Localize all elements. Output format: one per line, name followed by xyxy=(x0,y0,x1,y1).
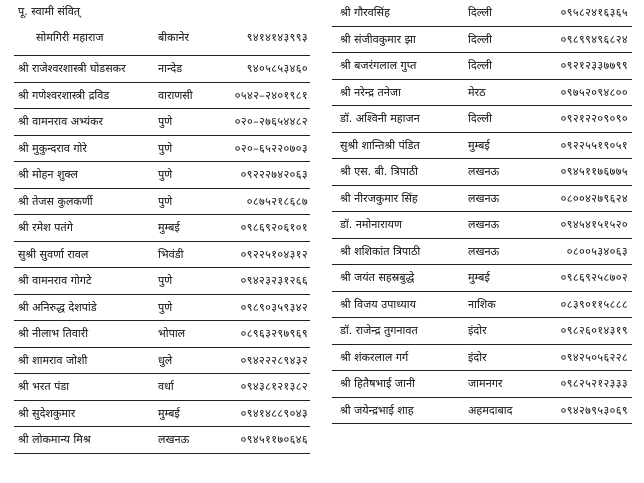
contact-phone: ०९२१२२०९०९० xyxy=(560,112,628,125)
list-item xyxy=(14,321,310,348)
contact-city: मुम्बई xyxy=(468,138,490,152)
contact-phone: ०२०–२७६५४४८२ xyxy=(234,115,308,128)
contact-name: श्री भरत पंडा xyxy=(18,380,70,393)
list-item xyxy=(332,318,632,345)
contact-phone: ०९२२२७४२०६३ xyxy=(240,168,308,181)
contact-city: लखनऊ xyxy=(468,218,500,231)
header-phone: ९४१४१४३९९३ xyxy=(246,31,308,44)
contact-city: मुम्बई xyxy=(468,271,490,284)
list-item xyxy=(14,242,310,269)
contact-name: श्री रमेश पतंगे xyxy=(18,221,73,234)
contact-name: श्री जयेन्द्रभाई शाह xyxy=(340,403,414,417)
contact-name: डॉ. अश्विनी महाजन xyxy=(340,112,420,125)
contact-city: पुणे xyxy=(158,274,173,287)
contact-city: पुणे xyxy=(158,115,173,128)
contact-phone: ०९८२६०१४३१९ xyxy=(560,324,628,337)
contact-city: नान्देड xyxy=(158,62,183,75)
contact-city: इंदोर xyxy=(468,324,487,337)
contact-phone: ०८७५२१८६८७ xyxy=(246,194,308,208)
list-item xyxy=(332,133,632,160)
contact-phone: ०९२२५५१९०५१ xyxy=(560,138,628,152)
contact-name: श्री शंकरलाल गर्ग xyxy=(340,350,409,364)
contact-phone: ०५४२–२४०१९८१ xyxy=(234,88,308,102)
list-item xyxy=(332,239,632,266)
contact-name: श्री शामराव जोशी xyxy=(18,353,88,367)
contact-name: श्री हितैषभाई जानी xyxy=(340,377,415,390)
list-item xyxy=(332,53,632,80)
contact-city: अहमदाबाद xyxy=(468,403,513,417)
list-item xyxy=(14,56,310,83)
left-column xyxy=(14,0,310,454)
contact-name: श्री लोकमान्य मिश्र xyxy=(18,433,91,446)
list-item xyxy=(14,136,310,163)
contact-city: पुणे xyxy=(158,141,173,155)
contact-city: भिवंडी xyxy=(158,247,184,261)
list-item xyxy=(14,348,310,375)
contact-phone: ०९२२५१०४३१२ xyxy=(240,247,308,261)
contact-city: भोपाल xyxy=(158,327,186,340)
contact-name: डॉ. राजेन्द्र तुगनावत xyxy=(340,324,418,337)
contact-phone: ०९४५४१५१५२० xyxy=(560,218,628,231)
contact-phone: ०९८२५२१२३३३ xyxy=(560,377,628,390)
header-name: सोमगिरी महाराज xyxy=(36,31,104,44)
contact-city: दिल्ली xyxy=(468,6,492,19)
list-item xyxy=(332,27,632,54)
list-item xyxy=(14,374,310,401)
contact-name: श्री बजरंगलाल गुप्त xyxy=(340,59,417,72)
contact-phone: ०९४२२२८९४३२ xyxy=(240,353,308,367)
list-item xyxy=(332,186,632,213)
contact-phone: ९४०५८५३४६० xyxy=(246,62,308,75)
contact-phone: ०८००४२७९६२४ xyxy=(560,191,628,205)
contact-phone: ०९४१४८८९०४३ xyxy=(240,406,308,420)
contact-city: दिल्ली xyxy=(468,32,492,46)
header-entry xyxy=(14,0,310,56)
contact-phone: ०९८६९२५८७०२ xyxy=(560,271,628,284)
list-item xyxy=(332,0,632,27)
list-item xyxy=(332,345,632,372)
contact-city: दिल्ली xyxy=(468,59,492,72)
contact-name: श्री एस. बी. त्रिपाठी xyxy=(340,165,419,178)
contact-city: वर्धा xyxy=(158,380,174,393)
contact-name: श्री सुदेशकुमार xyxy=(18,406,76,420)
contact-phone: ०९८९०३५९३४२ xyxy=(240,300,308,314)
contact-city: नाशिक xyxy=(468,297,496,311)
contact-name: श्री नरेन्द्र तनेजा xyxy=(340,85,401,99)
contact-name: श्री विजय उपाध्याय xyxy=(340,297,417,311)
list-item xyxy=(332,265,632,292)
contact-city: मेरठ xyxy=(468,85,486,99)
list-item xyxy=(332,80,632,107)
contact-city: लखनऊ xyxy=(468,191,500,205)
list-item xyxy=(14,268,310,295)
contact-phone: ०९४२५०५६२२८ xyxy=(560,350,628,364)
contact-city: दिल्ली xyxy=(468,112,492,125)
contact-city: मुम्बई xyxy=(158,406,180,420)
contact-name: श्री गणेश्वरशास्त्री द्रविड xyxy=(18,88,110,102)
contact-city: पुणे xyxy=(158,300,173,314)
list-item xyxy=(332,159,632,186)
contact-phone: ०९७५२०९४८०० xyxy=(560,85,628,99)
contact-name: श्री गौरवसिंह xyxy=(340,6,390,19)
contact-phone: ०८९६३२९७९६९ xyxy=(240,327,308,340)
contact-name: श्री वामनराव गोगटे xyxy=(18,274,92,287)
left-list xyxy=(14,56,310,454)
contact-name: श्री नीलाभ तिवारी xyxy=(18,327,89,340)
list-item xyxy=(14,427,310,454)
contact-city: लखनऊ xyxy=(158,433,190,446)
contact-phone: ०९४२७९५३०६९ xyxy=(560,403,628,417)
contact-phone: ०९४५११७६७७५ xyxy=(560,165,628,178)
contact-phone: ०९५८२४१६३६५ xyxy=(560,6,628,19)
contact-name: श्री नीरजकुमार सिंह xyxy=(340,191,418,205)
list-item xyxy=(332,106,632,133)
list-item xyxy=(14,83,310,110)
list-item xyxy=(332,292,632,319)
contact-city: लखनऊ xyxy=(468,244,500,258)
list-item xyxy=(14,215,310,242)
contact-name: डॉ. नमोनारायण xyxy=(340,218,402,231)
header-title-line: पू. स्वामी संवित् xyxy=(18,5,81,18)
list-item xyxy=(332,398,632,425)
contact-phone: ०८३९०११५८८८ xyxy=(560,297,628,311)
list-item xyxy=(14,162,310,189)
contact-city: वाराणसी xyxy=(158,88,193,102)
contact-city: इंदोर xyxy=(468,350,487,364)
list-item xyxy=(332,371,632,398)
right-column xyxy=(332,0,632,424)
contact-name: श्री संजीवकुमार झा xyxy=(340,32,416,46)
contact-city: पुणे xyxy=(158,168,173,181)
list-item xyxy=(14,295,310,322)
contact-name: सुश्री सुवर्णा रावल xyxy=(18,247,89,261)
contact-city: जामनगर xyxy=(468,377,503,390)
contact-name: श्री मोहन शुक्ल xyxy=(18,168,78,181)
contact-name: श्री तेजस कुलकर्णी xyxy=(18,194,93,208)
header-city: बीकानेर xyxy=(158,31,190,44)
list-item xyxy=(14,189,310,216)
contact-city: लखनऊ xyxy=(468,165,500,178)
contact-phone: ०९४३८१२१३८२ xyxy=(240,380,308,393)
contact-name: श्री जयंत सहस्रबुद्धे xyxy=(340,271,415,284)
list-item xyxy=(332,212,632,239)
contact-city: धुले xyxy=(158,353,173,367)
contact-name: सुश्री शान्तिश्री पंडित xyxy=(340,138,420,152)
contact-phone: ०९४५११७०६४६ xyxy=(240,433,308,446)
contact-name: श्री शशिकांत त्रिपाठी xyxy=(340,244,421,258)
contact-name: श्री मुकुन्दराव गोरे xyxy=(18,141,87,155)
contact-phone: ०९८९९४९६८२४ xyxy=(560,32,628,46)
contact-city: मुम्बई xyxy=(158,221,180,234)
contact-phone: ०२०–६५२२०७०३ xyxy=(234,141,308,155)
contact-phone: ०९२१२३३७७९९ xyxy=(560,59,628,72)
contact-name: श्री वामनराव अभ्यंकर xyxy=(18,115,104,128)
contact-name: श्री राजेश्वरशास्त्री घोडसकर xyxy=(18,62,126,75)
contact-city: पुणे xyxy=(158,194,173,208)
right-list xyxy=(332,0,632,424)
contact-phone: ०८००५३४०६३ xyxy=(566,244,628,258)
list-item xyxy=(14,109,310,136)
contact-phone: ०९४२३२३१२६६ xyxy=(240,274,308,287)
list-item xyxy=(14,401,310,428)
contact-name: श्री अनिरुद्ध देशपांडे xyxy=(18,300,97,314)
contact-phone: ०९८६९२०६१०१ xyxy=(240,221,308,234)
